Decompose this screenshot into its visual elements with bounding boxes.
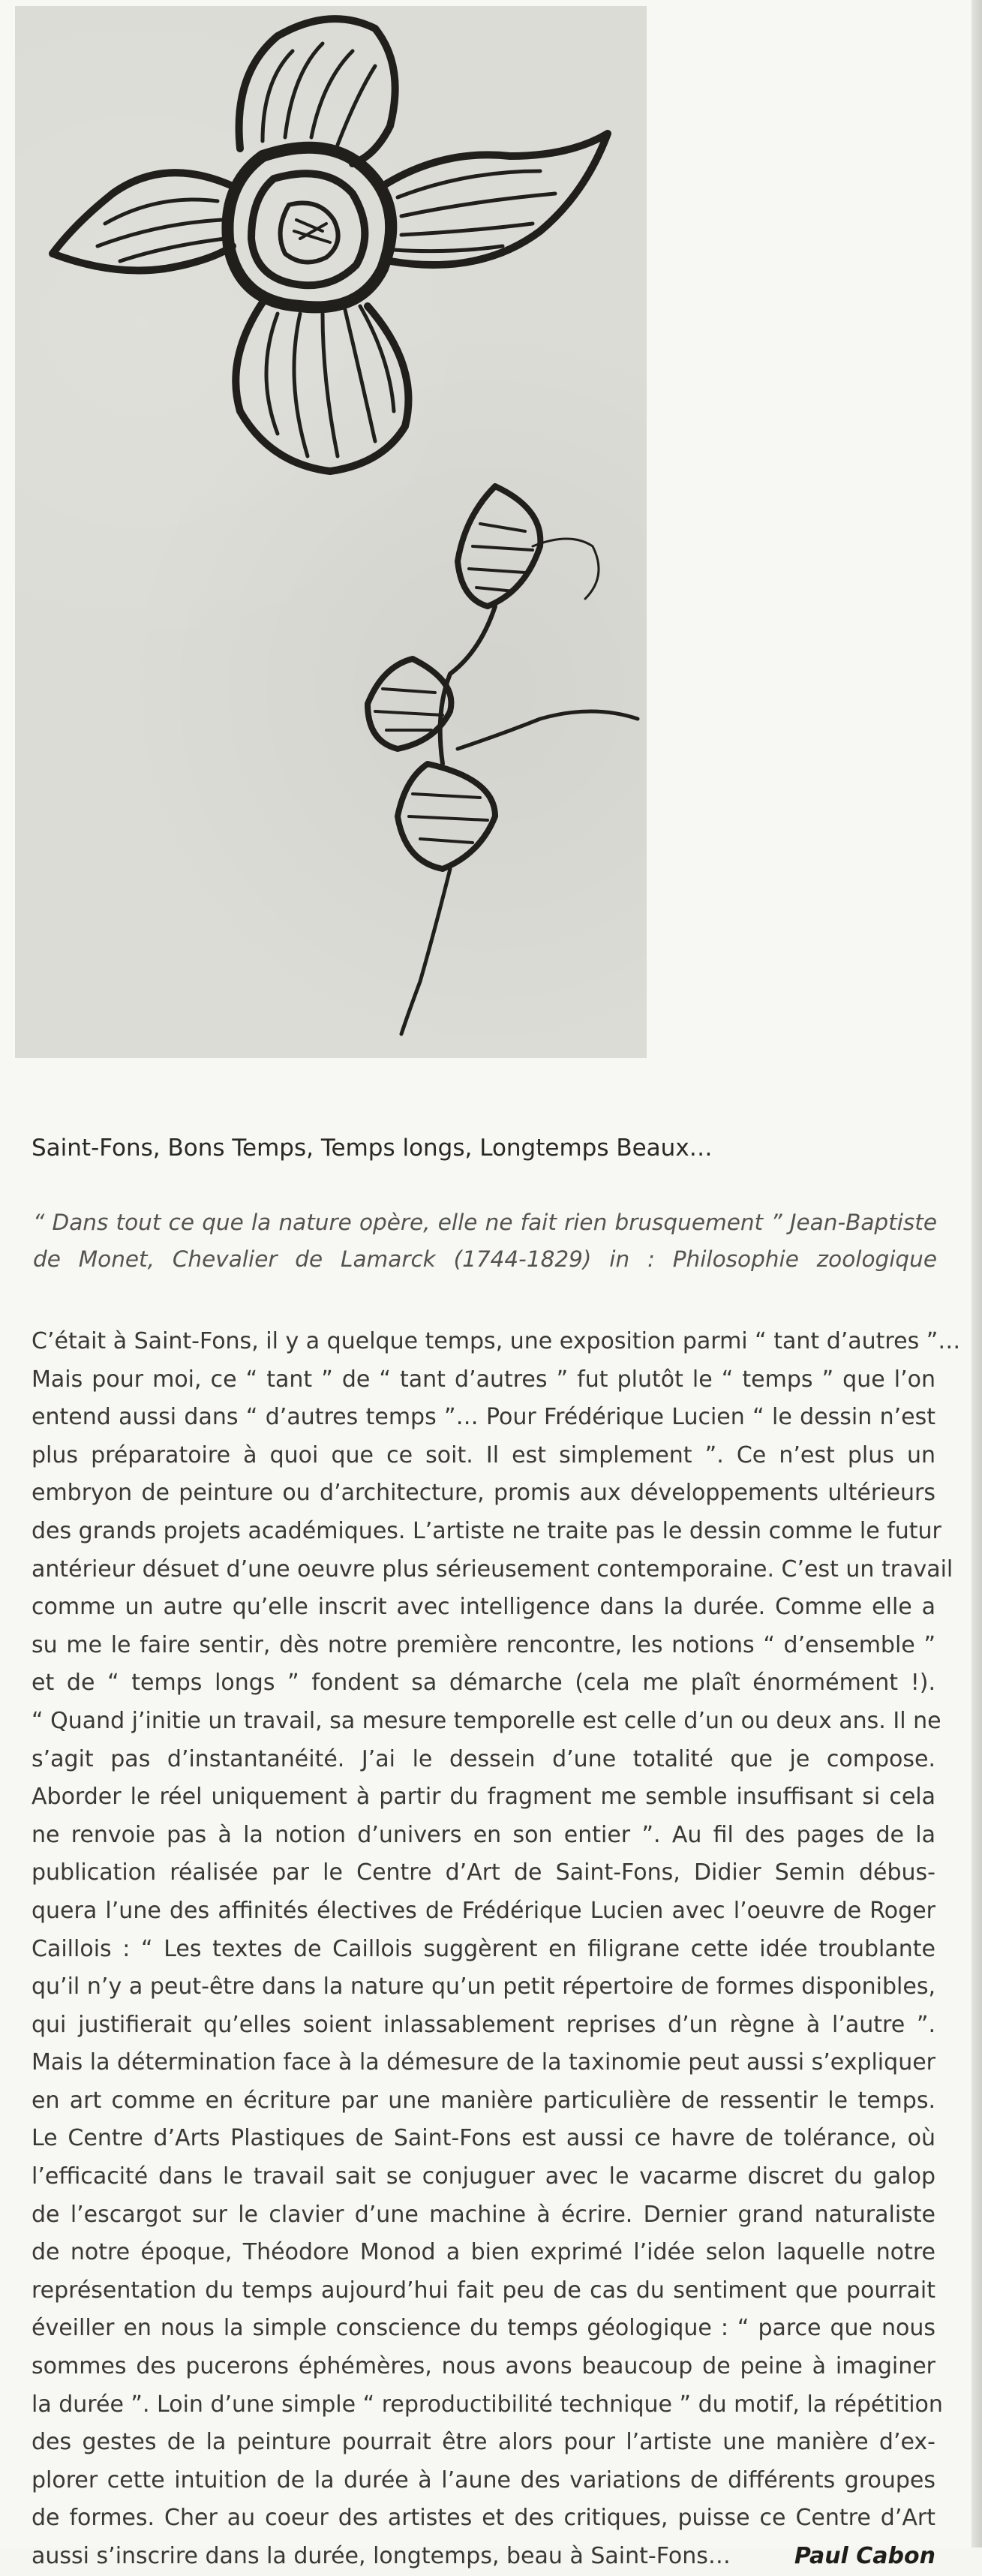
author-signature: Paul Cabon	[794, 2543, 935, 2569]
body-line: ne renvoie pas à la notion d’univers en son entier ”. Au fil des pages de la	[32, 1821, 935, 1848]
body-line: Mais pour moi, ce “ tant ” de “ tant d’autres ” fut plutôt le “ temps ” que l’on	[32, 1366, 935, 1393]
body-final-line	[32, 2538, 935, 2576]
body-line: entend aussi dans “ d’autres temps ”… Pour Frédérique Lucien “ le dessin n’est	[32, 1404, 935, 1431]
body-line: qui justifierait qu’elles soient inlassablement reprises d’un règne à l’autre ”.	[32, 2011, 935, 2038]
body-line: su me le faire sentir, dès notre première rencontre, les notions “ d’ensemble ”	[32, 1631, 935, 1658]
body-line: qu’il n’y a peut-être dans la nature qu’un petit répertoire de formes disponibles,	[32, 1973, 935, 2000]
body-line: publication réalisée par le Centre d’Art de Saint-Fons, Didier Semin débus-	[32, 1859, 935, 1886]
body-line: Mais la détermination face à la démesure de la taxinomie peut aussi s’expliquer	[32, 2049, 935, 2076]
body-line: Aborder le réel uniquement à partir du fragment me semble insuffisant si cela	[32, 1784, 935, 1811]
body-line: des grands projets académiques. L’artiste ne traite pas le dessin comme le futur	[32, 1517, 941, 1544]
body-line: éveiller en nous la simple conscience du temps géologique : “ parce que nous	[32, 2315, 935, 2342]
body-line: quera l’une des affinités électives de Frédérique Lucien avec l’oeuvre de Roger	[32, 1897, 935, 1924]
page-edge-shadow	[971, 0, 982, 2547]
body-line: de notre époque, Théodore Monod a bien exprimé l’idée selon laquelle notre	[32, 2239, 935, 2266]
body-line: “ Quand j’initie un travail, sa mesure temporelle est celle d’un ou deux ans. Il ne	[32, 1707, 941, 1734]
body-line: antérieur désuet d’une oeuvre plus sérieusement contemporaine. C’est un travail	[32, 1556, 953, 1583]
epigraph-attribution: Jean-Baptiste de Monet, Chevalier de Lamarck (1744-1829) in : Philosophie zoologique	[33, 1210, 937, 1272]
body-line: de l’escargot sur le clavier d’une machine à écrire. Dernier grand naturaliste	[32, 2201, 935, 2228]
body-line: plus préparatoire à quoi que ce soit. Il est simplement ”. Ce n’est plus un	[32, 1441, 935, 1468]
ink-flower-drawing-icon	[15, 6, 647, 1058]
flower-small	[368, 486, 638, 1034]
epigraph	[33, 1204, 937, 1278]
body-line: la durée ”. Loin d’une simple “ reproductibilité technique ” du motif, la répétition	[32, 2391, 943, 2418]
article-body	[32, 1323, 961, 2576]
epigraph-quote: “ Dans tout ce que la nature opère, elle ne fait rien brusquement ”	[33, 1210, 782, 1235]
body-line: des gestes de la peinture pourrait être alors pour l’artiste une manière d’ex-	[32, 2429, 935, 2456]
body-line: comme un autre qu’elle inscrit avec intelligence dans la durée. Comme elle a	[32, 1594, 935, 1621]
body-line: embryon de peinture ou d’architecture, promis aux développements ultérieurs	[32, 1480, 935, 1507]
artwork-image	[15, 6, 647, 1058]
flower-large	[53, 19, 608, 471]
final-line-text: aussi s’inscrire dans la durée, longtemps, beau à Saint-Fons…	[32, 2543, 731, 2569]
article-title: Saint-Fons, Bons Temps, Temps longs, Longtemps Beaux…	[32, 1135, 713, 1162]
body-line: C’était à Saint-Fons, il y a quelque temps, une exposition parmi “ tant d’autres ”…	[32, 1328, 961, 1354]
body-line: de formes. Cher au coeur des artistes et des critiques, puisse ce Centre d’Art	[32, 2505, 935, 2532]
body-line: Le Centre d’Arts Plastiques de Saint-Fons est aussi ce havre de tolérance, où	[32, 2125, 935, 2152]
body-line: s’agit pas d’instantanéité. J’ai le dessein d’une totalité que je compose.	[32, 1745, 935, 1772]
body-line: Caillois : “ Les textes de Caillois suggèrent en filigrane cette idée troublante	[32, 1935, 935, 1962]
body-line: l’efficacité dans le travail sait se conjuguer avec le vacarme discret du galop	[32, 2163, 935, 2190]
body-line: en art comme en écriture par une manière particulière de ressentir le temps.	[32, 2087, 935, 2114]
body-line: sommes des pucerons éphémères, nous avons beaucoup de peine à imaginer	[32, 2353, 935, 2380]
body-line: représentation du temps aujourd’hui fait peu de cas du sentiment que pourrait	[32, 2277, 935, 2304]
body-line: plorer cette intuition de la durée à l’aune des variations de différents groupes	[32, 2466, 935, 2493]
body-line: et de “ temps longs ” fondent sa démarche (cela me plaît énormément !).	[32, 1670, 935, 1697]
